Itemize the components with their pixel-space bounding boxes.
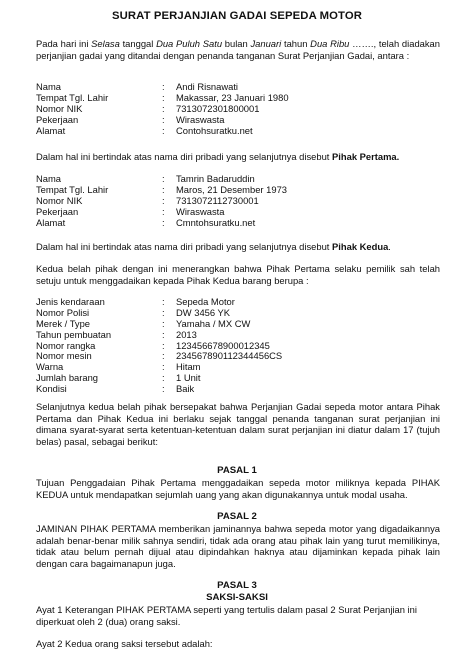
field-label: Nomor rangka — [36, 339, 96, 351]
intro-text-3: bulan — [222, 38, 251, 49]
field-value: Tamrin Badaruddin — [176, 173, 255, 184]
field-label: Nomor NIK — [36, 102, 83, 114]
field-colon: : — [162, 216, 165, 228]
field-label: Nomor Polisi — [36, 306, 90, 318]
field-label: Pekerjaan — [36, 113, 79, 125]
intro-month: Januari — [250, 38, 282, 49]
party1-role: Pihak Pertama. — [332, 151, 400, 162]
vehicle-row — [36, 351, 440, 362]
intro-day: Selasa — [91, 38, 120, 49]
field-value: 7313072301800001 — [176, 102, 260, 114]
party2-statement — [36, 241, 440, 253]
field-label: Tempat Tgl. Lahir — [36, 183, 109, 195]
field-label: Pekerjaan — [36, 205, 79, 217]
party2-row — [36, 196, 440, 207]
agreement-intro: Kedua belah pihak dengan ini menerangkan bahwa Pihak Pertama selaku pemilik sah telah setuju untuk menggadaikan kepada Pihak Kedua barang berupa : — [36, 263, 440, 286]
party1-row — [36, 104, 440, 115]
field-colon: : — [162, 173, 165, 184]
party1-row — [36, 126, 440, 137]
field-label: Tahun pembuatan — [36, 328, 112, 340]
field-value: 2013 — [176, 328, 197, 340]
intro-paragraph — [36, 38, 440, 61]
field-label: Nomor NIK — [36, 194, 83, 206]
pasal2-text: JAMINAN PIHAK PERTAMA memberikan jaminannya bahwa sepeda motor yang digadaikannya adalah benar-benar milik sahnya sendiri, tidak ada orang atau pihak lain yang turut memilikinya, tidak atau belum pernah dijual atau dipindahkan haknya atau dijaminkan kepada pihak lain dengan cara bagaimanapun juga. — [36, 523, 440, 569]
field-label: Merek / Type — [36, 317, 91, 329]
field-value: Baik — [176, 383, 195, 395]
field-colon: : — [162, 194, 165, 206]
party2-details — [36, 174, 440, 228]
field-colon: : — [162, 102, 165, 114]
party2-statement-end: . — [388, 241, 391, 252]
field-label: Alamat — [36, 124, 66, 136]
field-colon: : — [162, 113, 165, 125]
field-colon: : — [162, 306, 165, 318]
field-value: Makassar, 23 Januari 1980 — [176, 91, 289, 103]
field-value: Contohsuratku.net — [176, 124, 253, 136]
field-value: Hitam — [176, 361, 201, 373]
field-label: Kondisi — [36, 383, 67, 395]
vehicle-row — [36, 373, 440, 384]
field-value: 7313072112730001 — [176, 194, 259, 206]
field-value: Yamaha / MX CW — [176, 317, 251, 329]
agreement-text: Selanjutnya kedua belah pihak bersepakat bahwa Perjanjian Gadai sepeda motor antara Pihak Pertama dan Pihak Kedua ini berlaku sejak tanggal penanda tanganan surat perjanjian ini dimana syarat-syarat serta ketentuan-ketentuan dalam surat perjanjian ini diatur dalam 17 (tujuh belas) pasal, sebagai berikut: — [36, 401, 440, 447]
field-label: Tempat Tgl. Lahir — [36, 91, 109, 103]
field-label: Warna — [36, 361, 64, 373]
field-value: Wiraswasta — [176, 113, 225, 125]
field-label: Jenis kendaraan — [36, 296, 105, 307]
vehicle-row — [36, 297, 440, 308]
field-value: Cmntohsuratku.net — [176, 216, 256, 228]
party2-row — [36, 218, 440, 229]
field-value: 234567890112344456CS — [176, 350, 283, 362]
pasal3-heading: PASAL 3 — [217, 580, 257, 591]
vehicle-row — [36, 384, 440, 395]
field-value: Andi Risnawati — [176, 81, 239, 92]
pasal1-heading: PASAL 1 — [217, 465, 257, 476]
field-value: 1 Unit — [176, 372, 201, 384]
intro-text-5: ……., telah diadakan perjanjian gadai yang ditandai dengan penanda tanganan Surat Perjanjian Gadai, antara : — [36, 38, 440, 61]
party1-details — [36, 82, 440, 136]
field-value: Maros, 21 Desember 1973 — [176, 183, 287, 195]
pasal3-ayat2: Ayat 2 Kedua orang saksi tersebut adalah: — [36, 638, 213, 649]
field-colon: : — [162, 183, 165, 195]
party2-role: Pihak Kedua — [332, 241, 389, 252]
field-value: 123456678900012345 — [176, 339, 270, 351]
field-label: Nomor mesin — [36, 350, 92, 362]
field-colon: : — [162, 328, 165, 340]
intro-text-1: Pada hari ini — [36, 38, 92, 49]
field-colon: : — [162, 91, 165, 103]
document-title: SURAT PERJANJIAN GADAI SEPEDA MOTOR — [112, 10, 362, 22]
party2-statement-text: Dalam hal ini bertindak atas nama diri pribadi yang selanjutnya disebut — [36, 241, 333, 252]
intro-date: Dua Puluh Satu — [156, 38, 223, 49]
field-value: DW 3456 YK — [176, 306, 231, 318]
pasal3-ayat1: Ayat 1 Keterangan PIHAK PERTAMA seperti yang tertulis dalam pasal 2 Surat Perjanjian ini diperkuat oleh 2 (dua) orang saksi. — [36, 604, 417, 627]
party1-statement — [36, 151, 440, 163]
intro-text-4: tahun — [281, 38, 311, 49]
pasal2-heading: PASAL 2 — [217, 511, 257, 522]
field-colon: : — [162, 372, 165, 384]
party1-statement-text: Dalam hal ini bertindak atas nama diri pribadi yang selanjutnya disebut — [36, 151, 333, 162]
field-colon: : — [162, 205, 165, 217]
field-colon: : — [162, 317, 165, 329]
field-label: Alamat — [36, 216, 66, 228]
field-colon: : — [162, 361, 165, 373]
field-colon: : — [162, 383, 165, 395]
field-label: Nama — [36, 173, 62, 184]
field-value: Wiraswasta — [176, 205, 225, 217]
field-colon: : — [162, 339, 165, 351]
pasal3-subheading: SAKSI-SAKSI — [206, 592, 268, 603]
intro-year: Dua Ribu — [310, 38, 350, 49]
field-colon: : — [162, 350, 165, 362]
field-colon: : — [162, 124, 165, 136]
pasal1-text: Tujuan Penggadaian Pihak Pertama menggadaikan sepeda motor miliknya kepada PIHAK KEDUA untuk mendapatkan sejumlah uang yang akan digunakannya untuk modal usaha. — [36, 477, 440, 500]
field-label: Jumlah barang — [36, 372, 99, 384]
vehicle-row — [36, 330, 440, 341]
field-value: Sepeda Motor — [176, 296, 235, 307]
party2-row — [36, 207, 440, 218]
field-label: Nama — [36, 81, 62, 92]
field-colon: : — [162, 81, 165, 92]
intro-text-2: tanggal — [119, 38, 157, 49]
field-colon: : — [162, 296, 165, 307]
party1-row — [36, 115, 440, 126]
vehicle-details — [36, 297, 440, 395]
